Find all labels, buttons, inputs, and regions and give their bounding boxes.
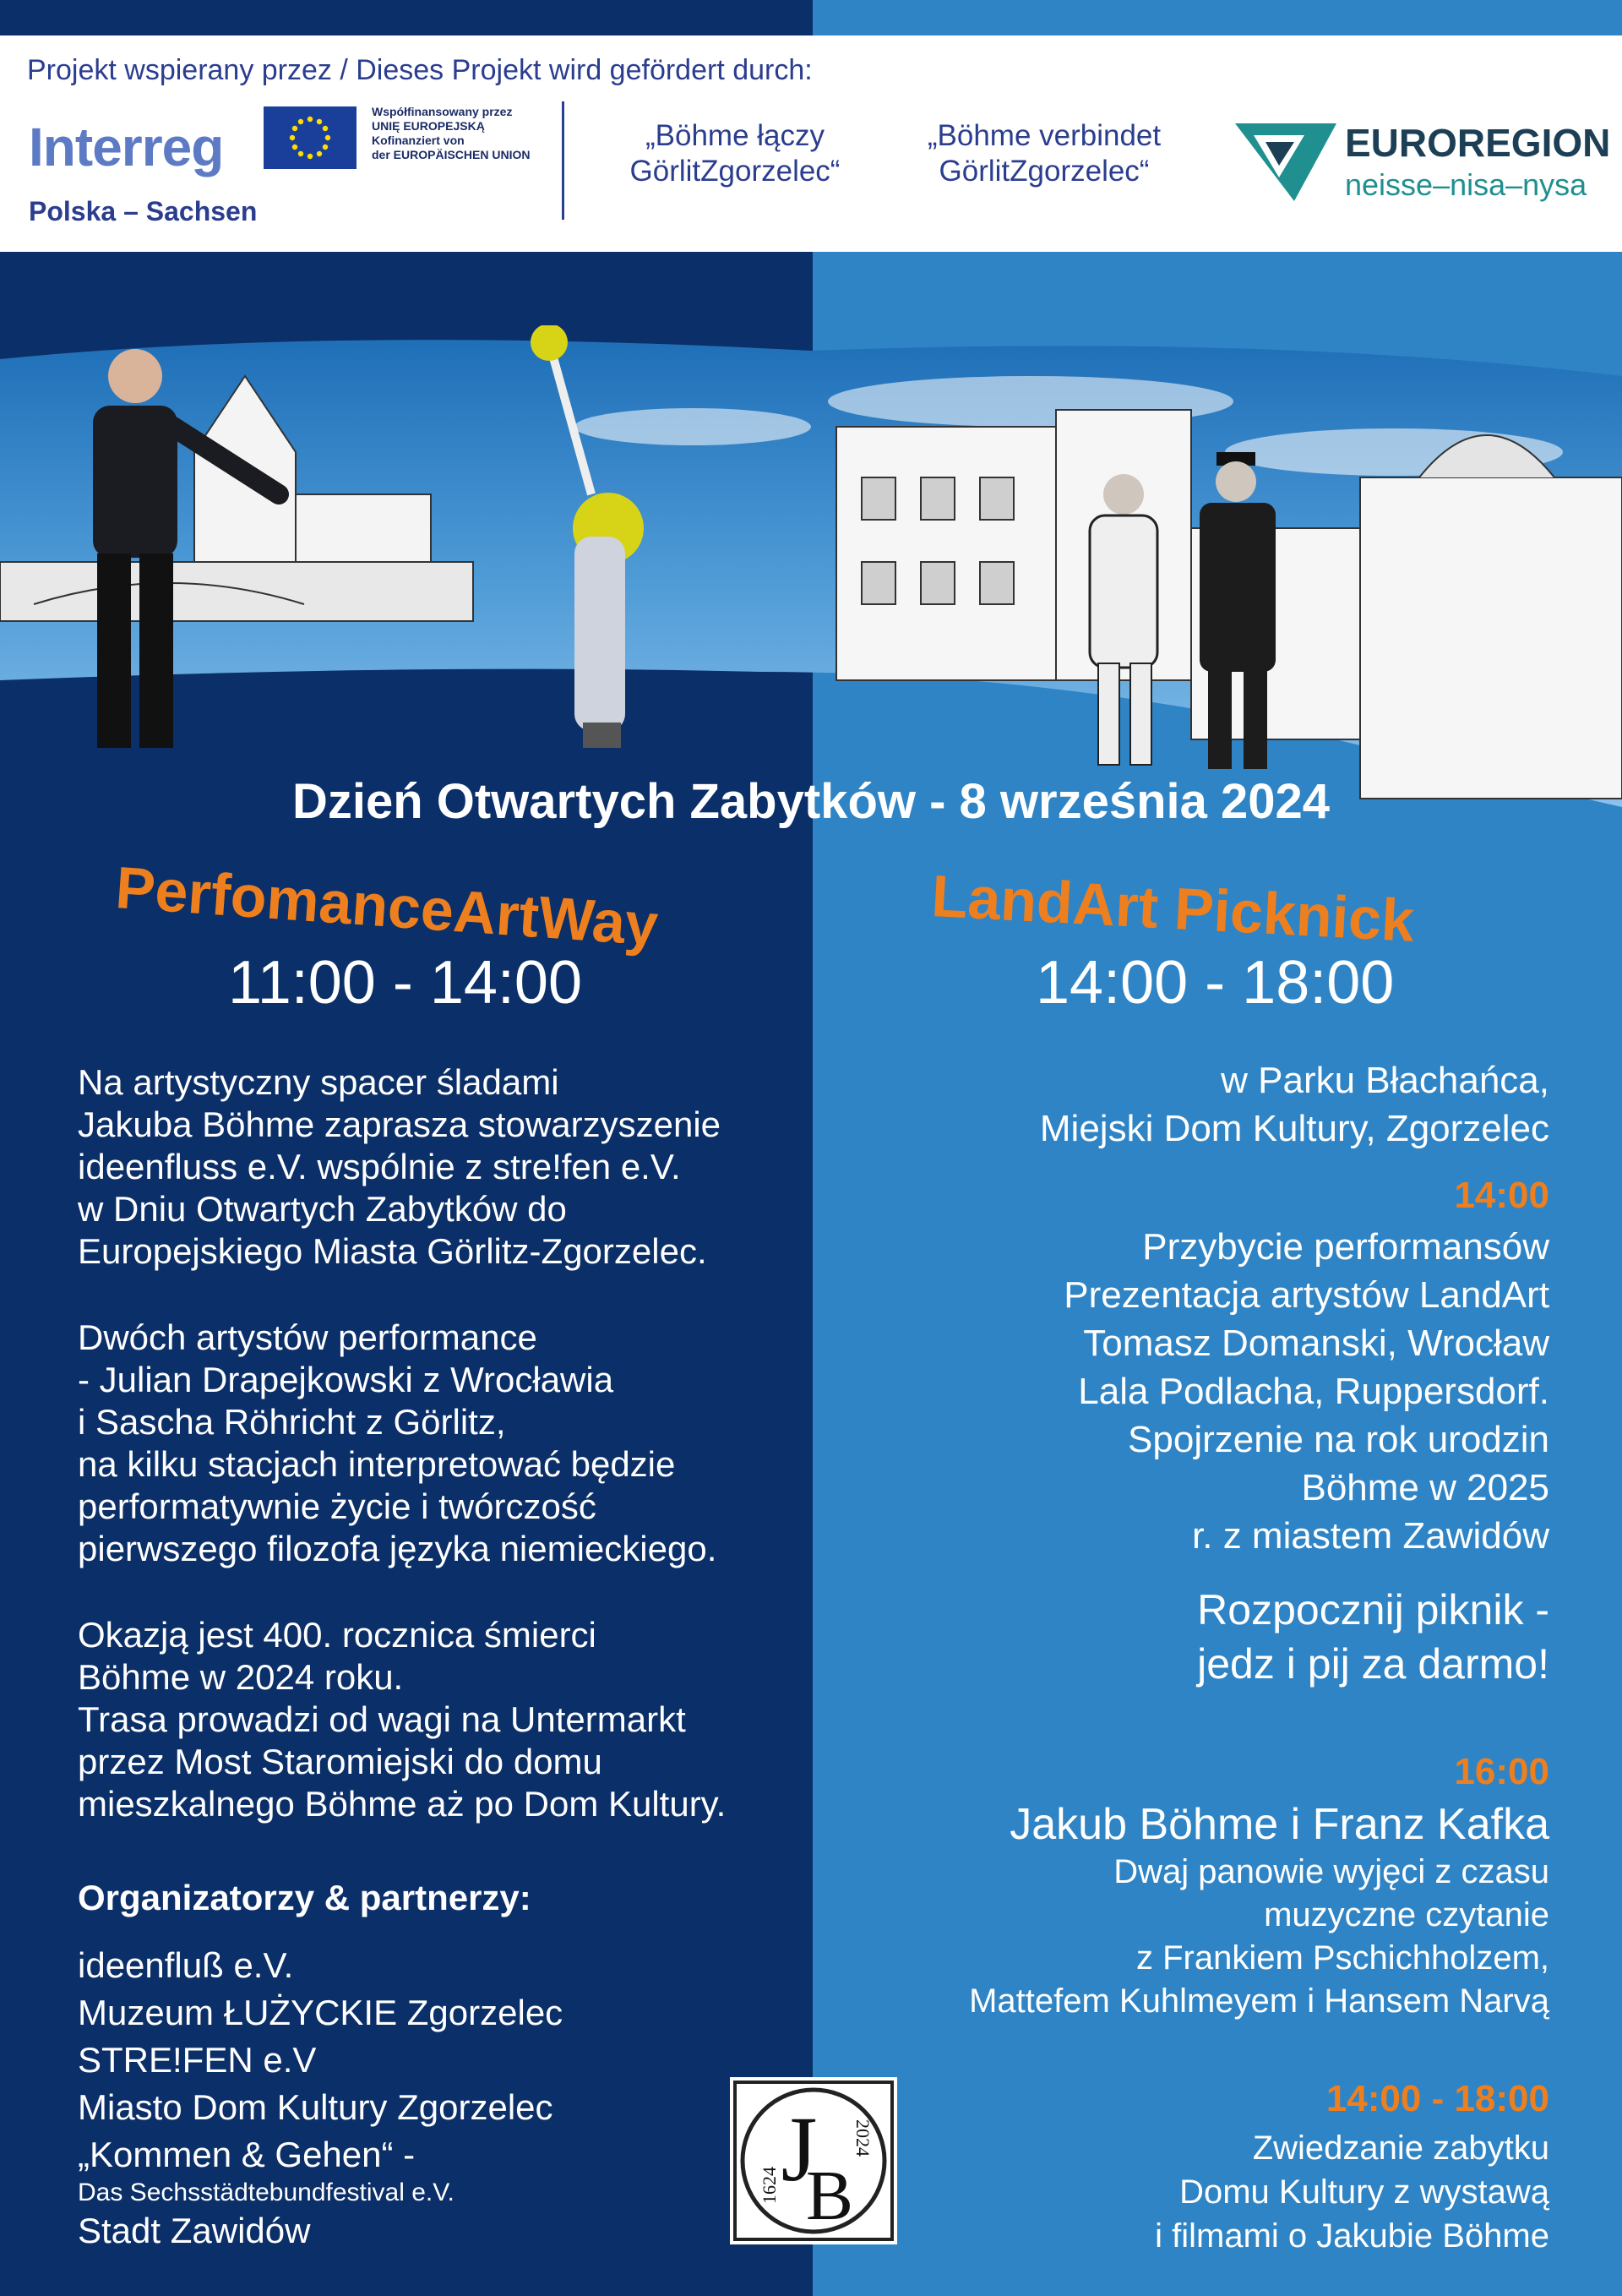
organizer-item: Miasto Dom Kultury Zgorzelec <box>78 2087 553 2127</box>
time-left: 11:00 - 14:00 <box>228 949 582 1017</box>
intro-paragraph <box>78 1061 787 1273</box>
svg-text:2024: 2024 <box>852 2119 874 2157</box>
interreg-region: Polska – Sachsen <box>29 196 258 226</box>
paragraph-line: pierwszego filozofa języka niemieckiego. <box>78 1529 717 1568</box>
paragraph-line: ideenfluss e.V. wspólnie z stre!fen e.V. <box>78 1147 681 1186</box>
event-title-right: LandArt Picknick <box>929 862 1416 954</box>
organizer-item: STRE!FEN e.V <box>78 2040 317 2080</box>
schedule-line: Lala Podlacha, Ruppersdorf. <box>1078 1371 1549 1412</box>
route-paragraph <box>78 1614 787 1825</box>
jacob-bohme-logo <box>730 2077 897 2244</box>
schedule-time-3: 14:00 - 18:00 <box>1325 2078 1549 2119</box>
venue-text <box>1040 1056 1549 1153</box>
paragraph-line: przez Most Staromiejski do domu <box>78 1742 602 1781</box>
schedule-line: Domu Kultury z wystawą <box>1179 2173 1549 2211</box>
eu-text-line: Kofinanziert von <box>372 134 465 147</box>
schedule-time-2: 16:00 <box>1454 1751 1549 1792</box>
paragraph-line: Jakuba Böhme zaprasza stowarzyszenie <box>78 1104 721 1144</box>
paragraph-line: Trasa prowadzi od wagi na Untermarkt <box>78 1699 686 1739</box>
organizer-item: Stadt Zawidów <box>78 2211 311 2250</box>
paragraph-line: - Julian Drapejkowski z Wrocławia <box>78 1360 614 1399</box>
schedule-line: Böhme w 2025 <box>1301 1467 1549 1508</box>
slogan-line: GörlitZgorzelec“ <box>629 155 841 188</box>
schedule-block-3 <box>1155 2126 1549 2258</box>
schedule-line: muzyczne czytanie <box>1264 1896 1549 1933</box>
schedule-line: i filmami o Jakubie Böhme <box>1155 2217 1549 2255</box>
event-title-left: PerfomanceArtWay <box>113 854 661 958</box>
kafka-title: Jakub Böhme i Franz Kafka <box>1010 1800 1549 1849</box>
organizers-heading: Organizatorzy & partnerzy: <box>78 1878 531 1917</box>
eu-text-line: Współfinansowany przez <box>372 105 513 118</box>
main-title: Dzień Otwartych Zabytków - 8 września 2024 <box>291 774 1331 829</box>
paragraph-line: w Dniu Otwartych Zabytków do <box>78 1189 567 1229</box>
kafka-heading <box>1010 1798 1549 1851</box>
slogan-line: GörlitZgorzelec“ <box>939 155 1150 188</box>
schedule-line: Przybycie performansów <box>1142 1226 1549 1268</box>
schedule-line: r. z miastem Zawidów <box>1192 1515 1549 1557</box>
euroregion-icon <box>1235 117 1336 210</box>
picnic-line: jedz i pij za darmo! <box>1197 1640 1549 1688</box>
organizer-item: ideenfluß e.V. <box>78 1945 294 1985</box>
slogan-line: „Böhme verbindet <box>927 119 1162 152</box>
schedule-block-1 <box>1064 1223 1549 1560</box>
collage-illustration <box>0 325 1622 845</box>
eu-text-line: der EUROPÄISCHEN UNION <box>372 148 531 161</box>
paragraph-line: Okazją jest 400. rocznica śmierci <box>78 1615 596 1655</box>
euroregion-subtitle: neisse–nisa–nysa <box>1345 167 1587 202</box>
paragraph-line: Böhme w 2024 roku. <box>78 1657 404 1697</box>
eu-flag-icon <box>264 106 357 169</box>
paragraph-line: Na artystyczny spacer śladami <box>78 1062 559 1102</box>
schedule-line: Dwaj panowie wyjęci z czasu <box>1113 1853 1549 1890</box>
venue-line: w Parku Błachańca, <box>1221 1060 1549 1101</box>
venue-line: Miejski Dom Kultury, Zgorzelec <box>1039 1108 1549 1149</box>
paragraph-line: na kilku stacjach interpretować będzie <box>78 1444 676 1484</box>
paragraph-line: mieszkalnego Böhme aż po Dom Kultury. <box>78 1784 727 1824</box>
slogan-polish <box>608 118 862 189</box>
schedule-line: z Frankiem Pschichholzem, <box>1135 1939 1549 1977</box>
organizer-item: „Kommen & Gehen“ - <box>78 2135 416 2174</box>
picnic-line: Rozpocznij piknik - <box>1197 1586 1549 1633</box>
svg-text:B: B <box>805 2157 854 2235</box>
schedule-line: Tomasz Domanski, Wrocław <box>1083 1323 1549 1364</box>
schedule-line: Spojrzenie na rok urodzin <box>1128 1419 1549 1460</box>
schedule-line: Zwiedzanie zabytku <box>1252 2130 1549 2167</box>
time-right: 14:00 - 18:00 <box>1036 949 1395 1017</box>
slogan-german <box>901 118 1188 189</box>
banner-divider <box>562 101 564 220</box>
euroregion-title: EUROREGION <box>1345 121 1611 165</box>
organizers-list <box>78 1942 563 2255</box>
paragraph-line: i Sascha Röhricht z Görlitz, <box>78 1402 506 1442</box>
slogan-line: „Böhme łączy <box>645 119 825 152</box>
organizer-item: Muzeum ŁUŻYCKIE Zgorzelec <box>78 1993 563 2032</box>
paragraph-line: Europejskiego Miasta Görlitz-Zgorzelec. <box>78 1231 707 1271</box>
sponsor-heading: Projekt wspierany przez / Dieses Projekt wird gefördert durch: <box>27 54 813 86</box>
paragraph-line: performatywnie życie i twórczość <box>78 1486 596 1526</box>
euroregion-logo <box>1235 117 1611 210</box>
paragraph-line: Dwóch artystów performance <box>78 1317 537 1357</box>
schedule-block-2 <box>969 1851 1549 2023</box>
picnic-callout <box>1197 1583 1549 1691</box>
schedule-line: Mattefem Kuhlmeyem i Hansem Narvą <box>969 1982 1549 2020</box>
sponsor-banner <box>0 35 1622 252</box>
svg-text:J: J <box>781 2097 818 2201</box>
svg-text:1624: 1624 <box>759 2167 780 2204</box>
interreg-logo: Interreg <box>29 117 224 177</box>
eu-text-line: UNIĘ EUROPEJSKĄ <box>372 119 485 133</box>
schedule-time-1: 14:00 <box>1454 1175 1549 1216</box>
artists-paragraph <box>78 1317 787 1570</box>
schedule-line: Prezentacja artystów LandArt <box>1064 1274 1549 1316</box>
organizer-item: Das Sechsstädtebundfestival e.V. <box>78 2179 454 2206</box>
eu-cofinancing-text <box>372 105 558 162</box>
